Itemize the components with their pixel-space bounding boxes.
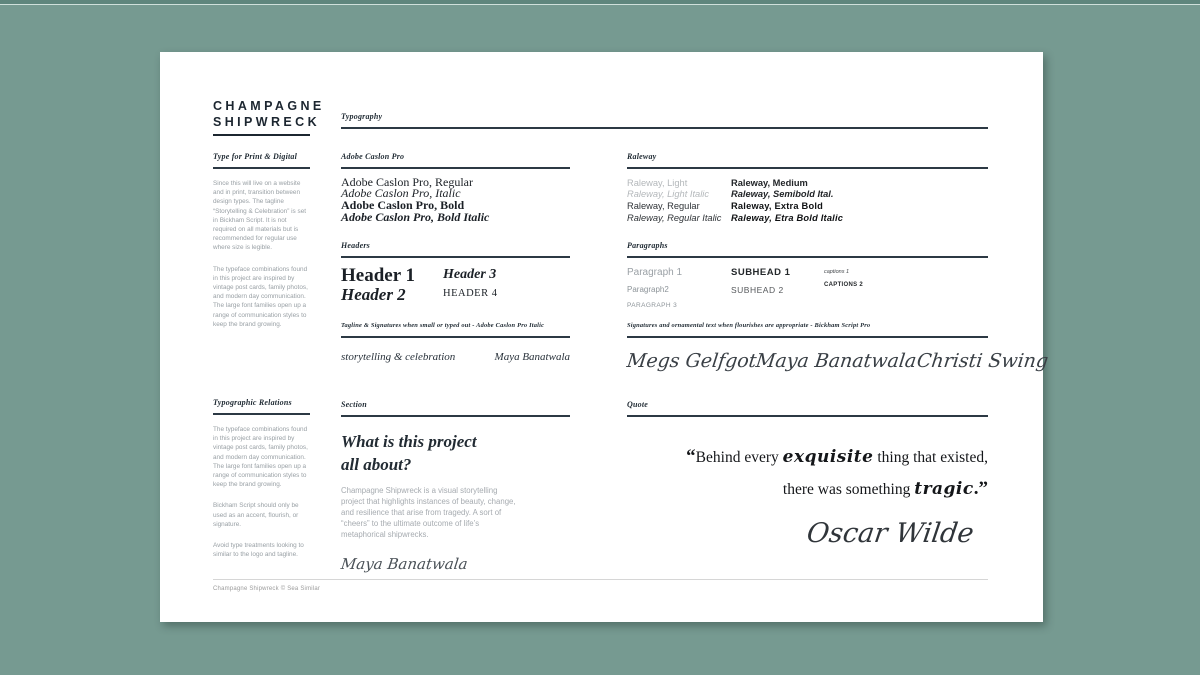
quote-line1-post: thing that existed, [873, 448, 988, 466]
desktop-top-edge [0, 0, 1200, 5]
about-rule [341, 415, 570, 417]
tagline-rule [341, 336, 570, 338]
caslon-specimens [341, 174, 570, 224]
caslon-label: Adobe Caslon Pro [341, 152, 405, 161]
tagline-sample: storytelling & celebration [341, 350, 456, 363]
headers-block [341, 241, 570, 318]
sidebar2-rule [213, 413, 310, 415]
signatures-rule [627, 336, 988, 338]
quote-line2-pre: there was something [782, 480, 915, 498]
sidebar-typographic-relations [213, 398, 310, 559]
quote-word-tragic: tragic [914, 478, 974, 499]
raleway-extra-bold: Raleway, Extra Bold [731, 200, 823, 211]
about-signature: Maya Banatwala [339, 555, 469, 574]
headers-label: Headers [341, 241, 370, 250]
quote-line1 [627, 441, 988, 473]
tagline-signature-sample: Maya Banatwala [494, 350, 570, 363]
style-guide-page [160, 52, 1050, 622]
sidebar2-paragraph-2: Bickham Script should only be used as an accent, flourish, or signature. [213, 502, 299, 528]
quote-line1-pre: Behind every [695, 448, 783, 466]
quote-label: Quote [627, 400, 648, 409]
captions1-specimen: captions 1 [824, 268, 850, 275]
about-heading-line2: all about? [341, 454, 412, 474]
raleway-column-2 [731, 178, 843, 225]
tagline-block [341, 321, 570, 363]
header2-specimen: Header 2 [341, 284, 406, 304]
brand-rule [213, 134, 310, 136]
paragraphs-block [627, 241, 988, 323]
caslon-rule [341, 167, 570, 169]
brand-logo [213, 99, 325, 136]
signature-christi-swing: Christi Swing [915, 349, 1050, 372]
paragraph1-specimen: Paragraph 1 [627, 266, 683, 278]
raleway-extra-bold-italic: Raleway, Etra Bold Italic [731, 212, 844, 223]
raleway-regular-italic: Raleway, Regular Italic [627, 212, 722, 223]
quote-open-mark: “ [686, 445, 696, 467]
signature-specimens [625, 348, 1050, 374]
quote-text [627, 441, 988, 505]
subhead2-specimen: SUBHEAD 2 [731, 284, 784, 295]
raleway-rule [627, 167, 988, 169]
raleway-light: Raleway, Light [627, 177, 688, 188]
quote-word-exquisite: exquisite [782, 446, 874, 467]
headers-specimens [341, 266, 570, 318]
about-body: Champagne Shipwreck is a visual storytelling project that highlights instances of beauty, change, and resilience that arise from tragedy. A sort of “cheers” to the ultimate outcome of life’s metaphorical shipwrecks. [341, 485, 516, 539]
sidebar-type-for-print-digital [213, 152, 310, 329]
sidebar2-heading: Typographic Relations [213, 398, 292, 407]
raleway-medium: Raleway, Medium [731, 177, 808, 188]
sidebar1-paragraph-1: Since this will live on a website and in print, transition between design types. The tagline “Storytelling & Celebration” is set in Bickham Script. It is not required on all materials but is recommended for regular use where size is legible. [213, 180, 307, 252]
sidebar1-rule [213, 167, 310, 169]
quote-attribution-wrap [627, 517, 988, 551]
sidebar2-paragraph-3: Avoid type treatments looking to similar to the logo and tagline. [213, 542, 304, 559]
raleway-specimens [627, 178, 988, 225]
sidebar2-paragraph-1: The typeface combinations found in this project are inspired by vintage post cards, family photos, and modern day communication. The large font families open up a range of communication styles to keep the brand growing. [213, 426, 308, 489]
raleway-specimen-block [627, 152, 988, 224]
page-footer [213, 579, 988, 593]
paragraphs-rule [627, 256, 988, 258]
typography-section-header [341, 112, 988, 129]
signatures-label: Signatures and ornamental text when flourishes are appropriate - Bickham Script Pro [627, 322, 871, 329]
captions2-specimen: CAPTIONS 2 [824, 281, 864, 288]
caslon-bold: Adobe Caslon Pro, Bold [341, 198, 465, 213]
signatures-block [625, 321, 1050, 374]
footer-credit: Champagne Shipwreck © Sea Similar [213, 586, 321, 592]
tagline-label: Tagline & Signatures when small or typed out - Adobe Caslon Pro Italic [341, 322, 545, 329]
paragraph2-specimen: Paragraph2 [627, 284, 669, 294]
about-block [341, 400, 570, 574]
caslon-bold-italic: Adobe Caslon Pro, Bold Italic [341, 209, 490, 224]
raleway-semibold-italic: Raleway, Semibold Ital. [731, 189, 834, 200]
subhead1-specimen: SUBHEAD 1 [731, 266, 791, 278]
signature-maya-banatwala: Maya Banatwala [755, 349, 919, 372]
sidebar1-heading: Type for Print & Digital [213, 152, 298, 161]
tagline-specimens [341, 351, 570, 363]
about-heading-line1: What is this project [341, 431, 477, 451]
raleway-regular: Raleway, Regular [627, 200, 700, 211]
caslon-italic: Adobe Caslon Pro, Italic [341, 186, 461, 201]
raleway-column-1 [627, 178, 731, 225]
header3-specimen: Header 3 [443, 266, 497, 282]
header1-specimen: Header 1 [341, 264, 416, 286]
signature-megs-gelfgot: Megs Gelfgot [625, 349, 758, 372]
paragraphs-label: Paragraphs [627, 241, 668, 250]
sidebar1-paragraph-2: The typeface combinations found in this project are inspired by vintage post cards, family photos, and modern day communication. The large font families open up a range of communication styles to keep the brand growing. [213, 265, 308, 328]
headers-rule [341, 256, 570, 258]
about-heading [341, 430, 570, 476]
quote-line2 [627, 473, 988, 505]
quote-block [627, 400, 988, 551]
caslon-regular: Adobe Caslon Pro, Regular [341, 174, 473, 189]
raleway-light-italic: Raleway, Light Italic [627, 189, 709, 200]
quote-rule [627, 415, 988, 417]
paragraphs-specimens [627, 267, 988, 323]
quote-attribution: Oscar Wilde [805, 517, 977, 549]
header4-specimen: HEADER 4 [443, 287, 498, 299]
paragraph3-specimen: PARAGRAPH 3 [627, 301, 678, 309]
raleway-label: Raleway [627, 152, 657, 161]
about-label: Section [341, 400, 367, 409]
brand-line2: SHIPWRECK [213, 114, 320, 129]
typography-rule [341, 127, 988, 129]
page-title: Typography [341, 112, 383, 121]
quote-close-mark: .” [973, 477, 988, 499]
brand-line1: CHAMPAGNE [213, 99, 325, 113]
caslon-specimen-block [341, 152, 570, 224]
